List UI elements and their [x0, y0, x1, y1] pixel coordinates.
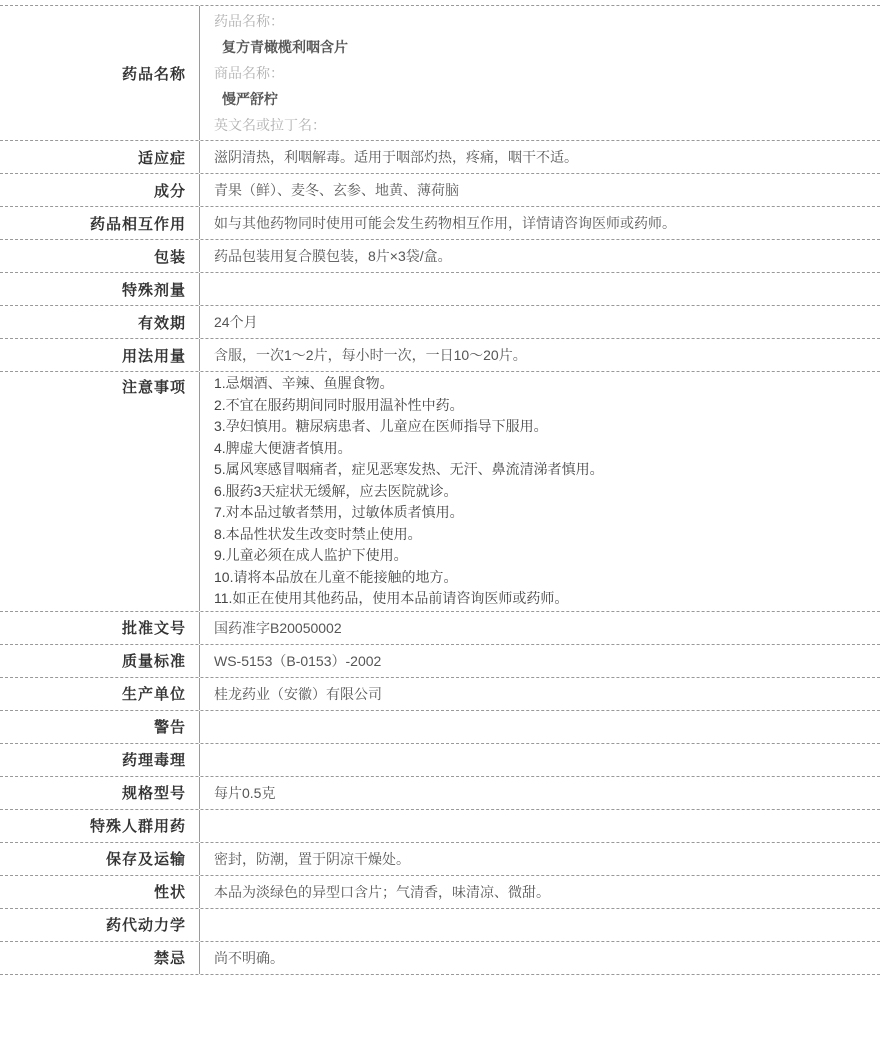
- table-row: [0, 645, 880, 678]
- row-value: [200, 810, 880, 842]
- row-value: 含服，一次1～2片，每小时一次，一日10～20片。: [214, 347, 527, 363]
- table-row: [0, 777, 880, 810]
- table-row: [0, 810, 880, 843]
- table-row: [0, 141, 880, 174]
- row-value: 药品包装用复合膜包装，8片×3袋/盒。: [214, 248, 452, 264]
- name-sub-value: 慢严舒柠: [222, 91, 278, 107]
- row-value: [200, 273, 880, 305]
- list-item: 2.不宜在服药期间同时服用温补性中药。: [214, 396, 464, 413]
- list-item: 1.忌烟酒、辛辣、鱼腥食物。: [214, 375, 394, 391]
- row-value: [200, 6, 880, 140]
- table-row: [0, 876, 880, 909]
- table-row: [0, 240, 880, 273]
- list-item: 4.脾虚大便溏者慎用。: [214, 439, 352, 456]
- row-label: 特殊剂量: [0, 273, 200, 305]
- table-row: [0, 612, 880, 645]
- table-row: [0, 909, 880, 942]
- table-row: [0, 678, 880, 711]
- table-row: [0, 942, 880, 975]
- table-row: [0, 744, 880, 777]
- table-row: [0, 339, 880, 372]
- table-row: [0, 306, 880, 339]
- list-item: 8.本品性状发生改变时禁止使用。: [214, 525, 422, 542]
- row-label: 特殊人群用药: [0, 810, 200, 842]
- table-row: [0, 207, 880, 240]
- row-label: 药理毒理: [0, 744, 200, 776]
- row-label: 规格型号: [0, 777, 200, 809]
- row-label: 药代动力学: [0, 909, 200, 941]
- row-value: 24个月: [214, 314, 258, 330]
- list-item: 11.如正在使用其他药品，使用本品前请咨询医师或药师。: [214, 590, 569, 606]
- table-row: [0, 174, 880, 207]
- list-item: 5.属风寒感冒咽痛者，症见恶寒发热、无汗、鼻流清涕者慎用。: [214, 461, 604, 477]
- row-value: 本品为淡绿色的异型口含片；气清香，味清凉、微甜。: [214, 883, 550, 900]
- row-label: 成分: [0, 174, 200, 206]
- row-value: 如与其他药物同时使用可能会发生药物相互作用，详情请咨询医师或药师。: [214, 215, 676, 231]
- row-label: 注意事项: [0, 372, 200, 611]
- row-value: [200, 909, 880, 941]
- table-row: [0, 843, 880, 876]
- row-label: 警告: [0, 711, 200, 743]
- name-sub-label: 药品名称：: [214, 13, 284, 29]
- list-item: 9.儿童必须在成人监护下使用。: [214, 547, 408, 563]
- row-label: 生产单位: [0, 678, 200, 710]
- row-value: [200, 744, 880, 776]
- name-line: [214, 8, 880, 60]
- row-value: 每片0.5克: [214, 784, 276, 801]
- row-value: [200, 711, 880, 743]
- row-label: 用法用量: [0, 339, 200, 371]
- table-row: [0, 6, 880, 141]
- row-value: 国药准字B20050002: [214, 619, 342, 636]
- list-item: 10.请将本品放在儿童不能接触的地方。: [214, 568, 458, 585]
- row-value: 尚不明确。: [214, 949, 284, 966]
- row-label: 保存及运输: [0, 843, 200, 875]
- row-label: 包装: [0, 240, 200, 272]
- row-label: 性状: [0, 876, 200, 908]
- row-label: 药品相互作用: [0, 207, 200, 239]
- list-item: 6.服药3天症状无缓解，应去医院就诊。: [214, 482, 458, 499]
- row-value: 密封，防潮，置于阴凉干燥处。: [214, 850, 410, 867]
- row-label: 禁忌: [0, 942, 200, 974]
- name-sub-value: 复方青橄榄利咽含片: [222, 39, 348, 55]
- row-value: 桂龙药业（安徽）有限公司: [214, 685, 382, 702]
- table-row: [0, 372, 880, 612]
- list-item: 3.孕妇慎用。糖尿病患者、儿童应在医师指导下服用。: [214, 418, 548, 434]
- name-sub-label: 商品名称：: [214, 65, 284, 81]
- list-item: 7.对本品过敏者禁用，过敏体质者慎用。: [214, 504, 464, 520]
- row-label: 有效期: [0, 306, 200, 338]
- row-label: 药品名称: [0, 6, 200, 140]
- row-value: WS-5153（B-0153）-2002: [214, 652, 382, 669]
- table-row: [0, 711, 880, 744]
- name-line: [214, 112, 880, 138]
- row-value: [200, 372, 880, 611]
- row-label: 批准文号: [0, 612, 200, 644]
- table-row: [0, 273, 880, 306]
- row-label: 质量标准: [0, 645, 200, 677]
- row-label: 适应症: [0, 141, 200, 173]
- drug-info-table: [0, 5, 880, 975]
- name-line: [214, 60, 880, 112]
- row-value: 滋阴清热，利咽解毒。适用于咽部灼热，疼痛，咽干不适。: [214, 149, 578, 165]
- row-value: 青果（鲜）、麦冬、玄参、地黄、薄荷脑: [214, 182, 459, 198]
- name-sub-label: 英文名或拉丁名：: [214, 117, 326, 133]
